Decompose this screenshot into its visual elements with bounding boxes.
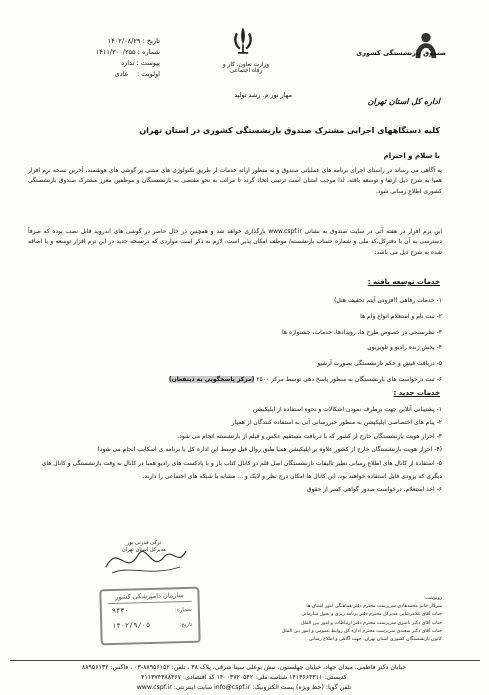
list-item: ۴- پخش زنده رادیو و تلویزیون <box>367 344 442 352</box>
office-name: اداره کل استان تهران <box>367 97 440 106</box>
footer-divider <box>10 660 480 661</box>
number-label: شماره : <box>137 48 160 56</box>
signatory <box>108 540 180 554</box>
fund-name: صندوق بازنشستگی کشوری <box>356 49 446 57</box>
footer-contact: تلفن گویا: (خط ویژه) پست الکترونیک: info@cspf.ir سایت اینترنتی: www.cspf.ir <box>136 684 352 691</box>
signatory-role: مدیرکل استان تهران <box>121 547 167 553</box>
copy-line: جناب آقای دکتر سعیدی سرپرست محترم اداره کل روابط عمومی و امور بین الملل <box>281 628 442 634</box>
copies-heading: رونوشت: <box>423 596 442 601</box>
list-item: ۳- احراز هویت بازنشستگان خارج از کشور که با دریافت مستقیم عکس و فیلم از بازنشسته انجام می شود. <box>177 432 442 440</box>
copies-block <box>206 595 442 644</box>
number-row <box>68 47 160 58</box>
list-item: ۱- خدمات رفاهی (افزودن آیتم تخفیف هتل) <box>334 297 442 304</box>
letter-meta <box>68 36 160 80</box>
year-slogan: مهار نور م. رشد تولید <box>234 91 292 99</box>
paragraph-details: این نرم افزار در هفته آتی در سایت صندوق به نشانی www.cspf.ir بارگذاری خواهد شد و همچنین در حال حاضر در گوشی های اندروید قابل نصب بوده که صرفاً دسترسی به آن با دفترکل،کد ملی و شماره حساب بازنشسته/ موظف امکان پذیر است. لازم به ذکر است مواردی که درنسخه جدید در این نرم افزار توسعه و یا اضافه شده به شرح ذیل می باشد: <box>28 229 443 256</box>
date-value: ۱۴۰۲/۰۸/۲۹ <box>107 37 141 45</box>
list-item: ۶- اخذ استعلام، درخواست صدور گواهی کسر از حقوق <box>306 486 442 494</box>
fund-logo-icon <box>412 30 440 62</box>
copy-line: جناب آقای غلامرضایی مدیرکل محترم دفتر برنامه ریزی و تحول سازمانی <box>301 612 442 618</box>
highlight-text: (مرکز پاسخگویی به ذینفعان) <box>168 375 255 383</box>
section-developed-services-title: خدمات توسعه یافته : <box>367 278 440 286</box>
footer-address: خیابان دکتر فاطمی، میدان جهاد، خیابان چهلستون، نبش بوعلی سینا شرقی، پلاک ۳۸ ، تلفن: ۸۸۹۵۶۱۵۲-۰۳ ، فاکس: ۸۸۹۵۶۱۳۲ <box>81 664 407 671</box>
registry-stamp-title: سازمان دامپزشکی کشور <box>107 591 191 604</box>
registry-stamp <box>99 587 200 646</box>
developed-services-list <box>28 293 442 388</box>
copy-line: کانون بازنشستگان کشوری استان تهران، جهت آگاهی و اطلاع رسانی <box>308 637 442 643</box>
number-value: ۱۴۱۱/۲۰۰/۲۵۵ <box>95 48 136 56</box>
registry-number-value: ۹۴۳۰ <box>111 606 129 615</box>
letter-recipient: کلیه دستگاههای اجرایی مشترک صندوق بازنشستگی کشوری در استان تهران <box>139 126 440 135</box>
priority-row <box>68 69 160 80</box>
attachment-value: ندارد <box>121 59 135 67</box>
list-item-text: ۶- ثبت درخواست های بازنشستگان به منظور پاسخ دهی توسط مرکز ۲۵۰۰ <box>254 375 442 383</box>
copy-line: جناب آقای دکتر ناصری سرپرست محترم دفتر ارتباطات و امور بین الملل <box>300 620 442 626</box>
list-item: ۲- پیام های اختصاصی اپلیکیشن به منظور خبررسانی آنی به استفاده کنندگان از همیار <box>231 419 442 427</box>
iran-emblem-icon <box>226 24 260 58</box>
registry-number-label: شماره: <box>174 606 192 614</box>
registry-date-label: تاریخ: <box>179 621 193 629</box>
priority-label: اولویت : <box>136 70 160 78</box>
attachment-label: پیوست : <box>136 59 160 67</box>
greeting: با سلام و احترام <box>383 152 440 160</box>
list-item: ۵- استفاده از کانال های اطلاع رسانی نظیر تالیفات بازنشستگان اصل قلم در کانال کتاب باز و یا پادکست های رادیو همیا در کانال به وقت بازنشستگی و کانال های دیگری که بزودی قابل استفاده خواهند بود. این کانال ها امکان درج نظر و لایک و ... مشابه با شبکه های اجتماعی را دارند. <box>41 459 442 481</box>
date-row <box>68 36 160 47</box>
copy-line: سرکار خانم محمدهادی سرپرست محترم دفتر هماهنگی امور استان ها <box>306 604 442 610</box>
ministry-name: وزارت تعاون، کار و رفاه اجتماعی <box>222 62 270 74</box>
new-services-list <box>28 403 442 497</box>
list-item: ۵- دریافت فیش و حکم بازنشستگی بصورت آرشیو <box>317 360 442 368</box>
list-item: ۳- نظرسنجی در خصوص طرح ها، رویدادها، خدمات، جشنواره ها <box>282 328 442 336</box>
list-item: ۲- ثبت نام و استعلام انواع وام ها <box>360 312 442 320</box>
date-label: تاریخ : <box>142 37 160 45</box>
list-item: (۴- احراز هویت بازنشستگان خارج از کشور علاوه بر اپلیکیشن همیا طبق روال قبل توسط این اداره کل با برنامه ی اسکایپ انجام می شود) <box>97 446 442 454</box>
footer-codes: کدپستی: ۱۴۱۴۶۶۳۳۱۱ شناسه ملی: ۱۴۰۰۳۷۲۰۵۴۲ کد اقتصادی: ۴۱۱۳۷۴۳۸۸۳۶۷ <box>141 674 347 681</box>
priority-value: عادی <box>114 70 129 78</box>
list-item <box>28 372 442 388</box>
section-new-services-title: خدمات جدید : <box>393 389 440 397</box>
signatory-name: ترکی قدرتی پور <box>126 540 162 546</box>
registry-date-value: ۱۴۰۲/۹/۰۵ <box>112 620 151 630</box>
attachment-row <box>68 58 160 69</box>
list-item: ۱- پشتیبانی آنلاین جهت برطرف نمودن اشکالات و نحوه استفاده از اپلیکیشن <box>253 406 442 413</box>
paragraph-intro: به آگاهی می رساند در راستای اجرای برنامه های عملیاتی صندوق و به منظور ارائه خدمات از طریق تکنولوژی های مبتنی بر گوشی های هوشمند، آخرین نسخه نرم افزار همیا به شرح ذیل ارتقا و توسعه یافته، لذا موجب امتنان است ترتیبی اتخاذ گردد تا مراتب به نحو مقتضی به بازنشستگان و موظفین معزز مشترک صندوق بازنشستگی کشوری اطلاع رسانی شود. <box>28 168 442 195</box>
